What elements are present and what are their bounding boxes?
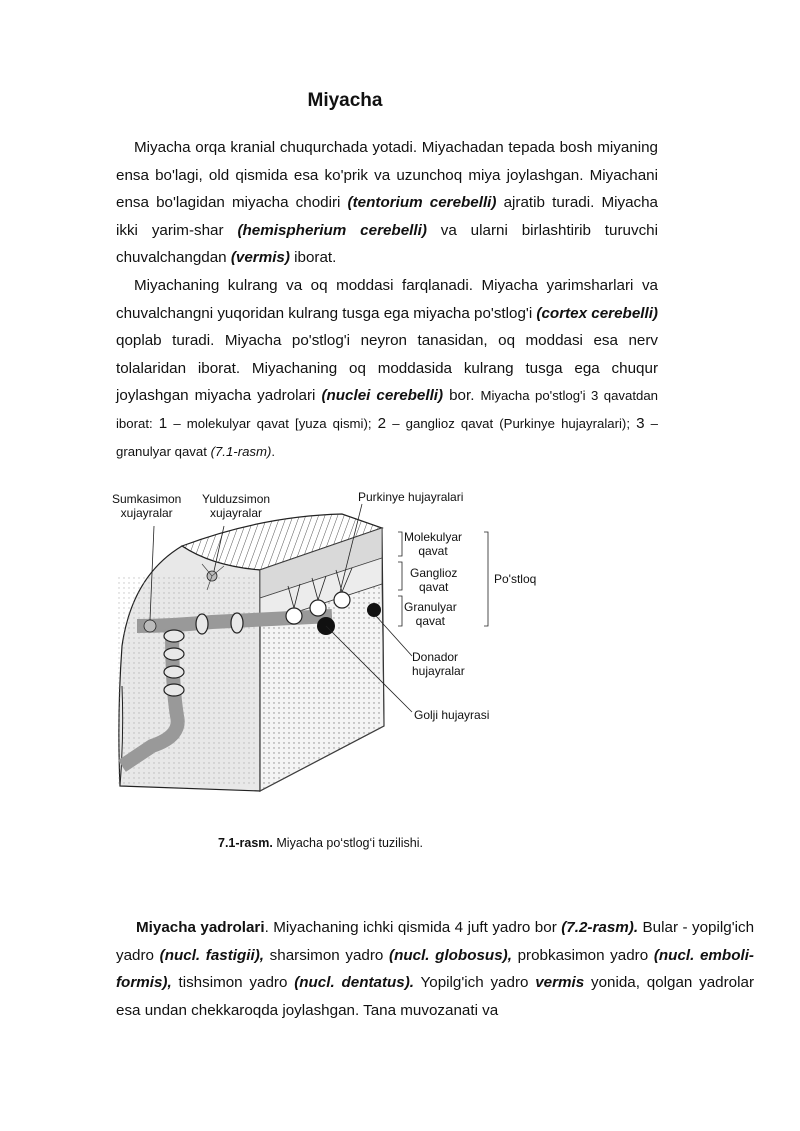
figure-caption: [218, 836, 423, 850]
paragraph-nuclei: [116, 914, 754, 1024]
text-segment: ajratib turadi. Miyacha ikki yarim-shar: [116, 194, 658, 239]
latin-term: (nucl. globosus),: [389, 946, 512, 964]
text-segment: Bular - yopilg'ich yadro: [116, 919, 755, 964]
latin-term: (cortex cerebelli): [536, 304, 658, 322]
text-segment: yonida, qolgan yadrolar esa undan chekkaroqda joylashgan. Tana muvozanati va: [116, 974, 755, 1019]
caption-number: 7.1-rasm.: [218, 836, 273, 850]
cerebellar-cortex-figure: [112, 486, 552, 822]
latin-term: (nucl. fastigii),: [159, 946, 265, 964]
text-segment: probkasimon yadro: [511, 946, 654, 964]
paragraph-intro: [116, 134, 658, 272]
label-golji: Golji hujayrasi: [414, 708, 490, 722]
text-segment: Miyacha po'stlog'i 3 qavatdan iborat:: [116, 388, 659, 431]
label-sumkasimon: Sumkasimon xujayralar: [112, 492, 182, 520]
text-segment: – molekulyar qavat [yuza qismi);: [167, 415, 378, 431]
section-heading-inline: Miyacha yadrolari: [136, 919, 265, 936]
text-segment: qoplab turadi. Miyacha po'stlog'i neyron tanasidan, oq moddasi esa nerv tolalaridan iborat. Miyachaning oq moddasida kulrang tusga ega chuqur joylashgan miyacha yadrolari: [116, 332, 658, 405]
text-segment: tishsimon yadro: [171, 974, 295, 992]
label-granulyar: Granulyar qavat: [404, 600, 457, 628]
text-segment: bor.: [443, 387, 481, 405]
text-segment: – granulyar qavat: [116, 415, 659, 459]
cerebellar-cortex-illustration: [112, 486, 552, 822]
text-segment: va ularni birlashtirib turuvchi chuvalchangdan: [116, 221, 658, 267]
latin-term: (tentorium cerebelli): [347, 194, 497, 212]
text-segment: sharsimon yadro: [264, 946, 390, 964]
label-postloq: Po'stloq: [494, 572, 537, 586]
latin-term: (nucl. dentatus).: [294, 974, 415, 992]
paragraph-cortex: [116, 272, 658, 465]
layer-number: 3: [636, 414, 645, 432]
latin-term: (vermis): [230, 249, 290, 267]
latin-term: (hemispherium cerebelli): [237, 221, 427, 239]
figure-reference: (7.1-rasm): [210, 443, 272, 459]
figure-reference: (7.2-rasm).: [561, 919, 639, 936]
latin-term: vermis: [535, 974, 585, 992]
latin-term: (nuclei cerebelli): [321, 387, 444, 405]
text-segment: iborat.: [289, 249, 337, 267]
text-segment: . Miyachaning ichki qismida 4 juft yadro bor: [264, 919, 562, 936]
text-segment: .: [271, 443, 276, 459]
label-ganglioz: Ganglioz qavat: [410, 566, 458, 594]
layer-number: 2: [377, 414, 387, 432]
page-title: Miyacha: [307, 90, 383, 111]
layer-number: 1: [158, 414, 168, 432]
label-donador: Donador hujayralar: [412, 650, 465, 678]
label-purkinye: Purkinye hujayralari: [358, 490, 464, 504]
text-segment: Yopilg'ich yadro: [414, 974, 536, 992]
label-yulduzsimon: Yulduzsimon xujayralar: [202, 492, 271, 520]
label-molekulyar: Molekulyar qavat: [404, 530, 463, 558]
text-segment: Miyacha orqa kranial chuqurchada yotadi. Miyachadan tepada bosh miyaning ensa bo'lagi, old qismida esa ko'prik va uzunchoq miya joylashgan. Miyachani ensa bo'lagidan miyacha chodiri: [116, 139, 658, 212]
text-segment: Miyachaning kulrang va oq moddasi farqlanadi. Miyacha yarimsharlari va chuvalchangni yuqoridan kulrang tusga ega miyacha po'stlog'i: [116, 277, 658, 322]
text-segment: – ganglioz qavat (Purkinye hujayralari);: [386, 415, 637, 431]
caption-text: Miyacha po‘stlog‘i tuzilishi.: [272, 836, 423, 850]
latin-term: (nucl. emboli-formis),: [116, 946, 754, 992]
